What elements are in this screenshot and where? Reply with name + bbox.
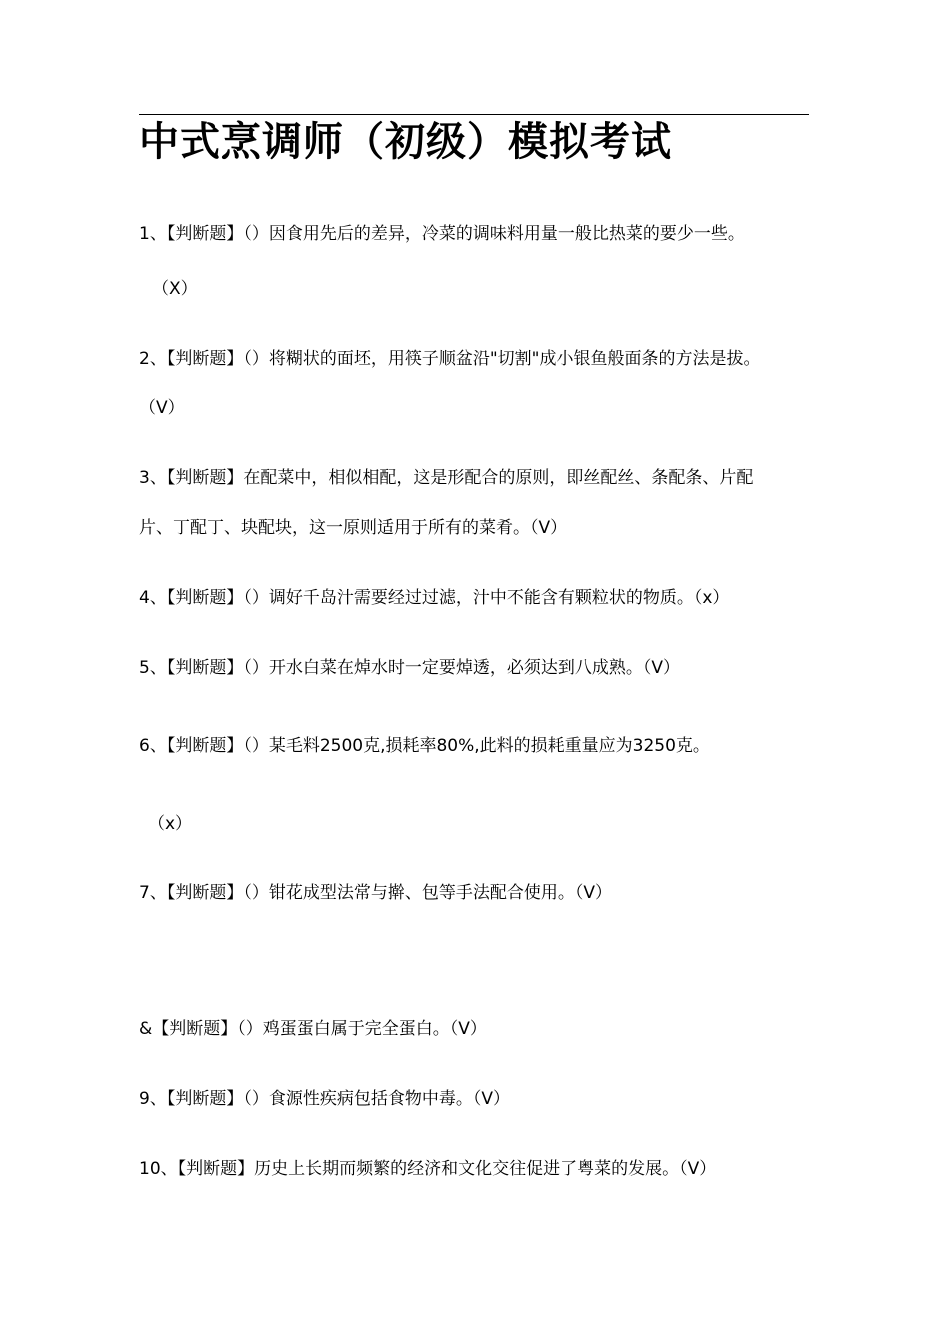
question-6-text: 6、【判断题】（）某毛料2500克,损耗率80%,此料的损耗重量应为3250克。 — [139, 736, 710, 756]
question-3-text: 3、【判断题】在配菜中，相似相配，这是形配合的原则，即丝配丝、条配条、片配 — [139, 468, 754, 488]
question-1-text: 1、【判断题】（）因食用先后的差异，冷菜的调味料用量一般比热菜的要少一些。 — [139, 224, 745, 244]
question-8-text: &【判断题】（）鸡蛋蛋白属于完全蛋白。（V） — [139, 1019, 487, 1039]
question-7-text: 7、【判断题】（）钳花成型法常与擀、包等手法配合使用。（V） — [139, 883, 612, 903]
question-9-text: 9、【判断题】（）食源性疾病包括食物中毒。（V） — [139, 1089, 510, 1109]
question-3-text-continued: 片、丁配丁、块配块，这一原则适用于所有的菜肴。（V） — [139, 518, 568, 538]
question-6-answer: （x） — [148, 814, 193, 834]
question-1-answer: （X） — [152, 279, 198, 299]
question-2-answer: （V） — [139, 398, 185, 418]
question-10-text: 10、【判断题】历史上长期而频繁的经济和文化交往促进了粤菜的发展。（V） — [139, 1159, 717, 1179]
question-4-text: 4、【判断题】（）调好千岛汁需要经过过滤，汁中不能含有颗粒状的物质。（x） — [139, 588, 730, 608]
question-5-text: 5、【判断题】（）开水白菜在焯水时一定要焯透，必须达到八成熟。（V） — [139, 658, 680, 678]
page-title: 中式烹调师（初级）模拟考试 — [139, 119, 672, 165]
question-2-text: 2、【判断题】（）将糊状的面坯，用筷子顺盆沿"切割"成小银鱼般面条的方法是拔。 — [139, 349, 761, 369]
top-divider — [139, 114, 809, 115]
